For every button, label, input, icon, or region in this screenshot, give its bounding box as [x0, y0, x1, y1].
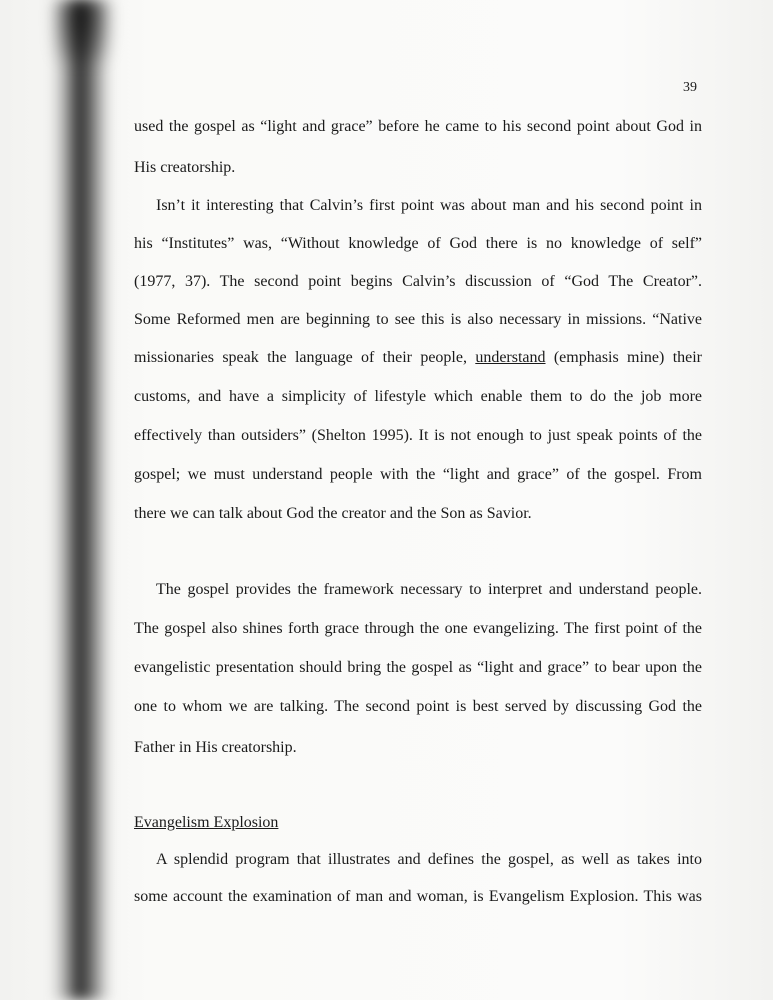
paragraph-2-line-1: Isn’t it interesting that Calvin’s first point was about man and his second point in — [156, 197, 702, 214]
emphasis-understand: understand — [475, 349, 546, 366]
page-number: 39 — [683, 80, 697, 95]
paragraph-2-line-5 — [134, 348, 702, 368]
paragraph-1-line-2: His creatorship. — [134, 159, 236, 176]
paragraph-2-line-8: gospel; we must understand people with the “light and grace” of the gospel. From — [134, 466, 702, 483]
paragraph-2-line-7: effectively than outsiders” (Shelton 1995). It is not enough to just speak points of the — [134, 427, 702, 444]
line-5-text-after: (emphasis mine) their — [545, 349, 703, 366]
paragraph-4-line-2: some account the examination of man and woman, is Evangelism Explosion. This was — [134, 888, 702, 905]
paragraph-2-line-2: his “Institutes” was, “Without knowledge of God there is no knowledge of self” — [134, 235, 702, 252]
line-5-text-before: missionaries speak the language of their people, — [134, 349, 476, 366]
binding-shadow — [52, 0, 112, 1000]
paragraph-3-line-3: evangelistic presentation should bring the gospel as “light and grace” to bear upon the — [134, 659, 702, 676]
paragraph-4-line-1: A splendid program that illustrates and defines the gospel, as well as takes into — [156, 851, 702, 868]
paragraph-3-line-4: one to whom we are talking. The second point is best served by discussing God the — [134, 698, 702, 715]
binding-shadow-top — [55, 0, 110, 60]
paragraph-2-line-9: there we can talk about God the creator and the Son as Savior. — [134, 505, 532, 522]
paragraph-3-line-5: Father in His creatorship. — [134, 739, 297, 756]
paragraph-1-line-1: used the gospel as “light and grace” before he came to his second point about God in — [134, 118, 702, 135]
paragraph-2-line-4: Some Reformed men are beginning to see this is also necessary in missions. “Native — [134, 311, 702, 328]
paragraph-3-line-2: The gospel also shines forth grace through the one evangelizing. The first point of the — [134, 620, 702, 637]
section-heading: Evangelism Explosion — [134, 814, 279, 831]
paragraph-3-line-1: The gospel provides the framework necessary to interpret and understand people. — [156, 581, 702, 598]
paragraph-2-line-6: customs, and have a simplicity of lifestyle which enable them to do the job more — [134, 388, 702, 405]
paragraph-2-line-3: (1977, 37). The second point begins Calvin’s discussion of “God The Creator”. — [134, 273, 702, 290]
